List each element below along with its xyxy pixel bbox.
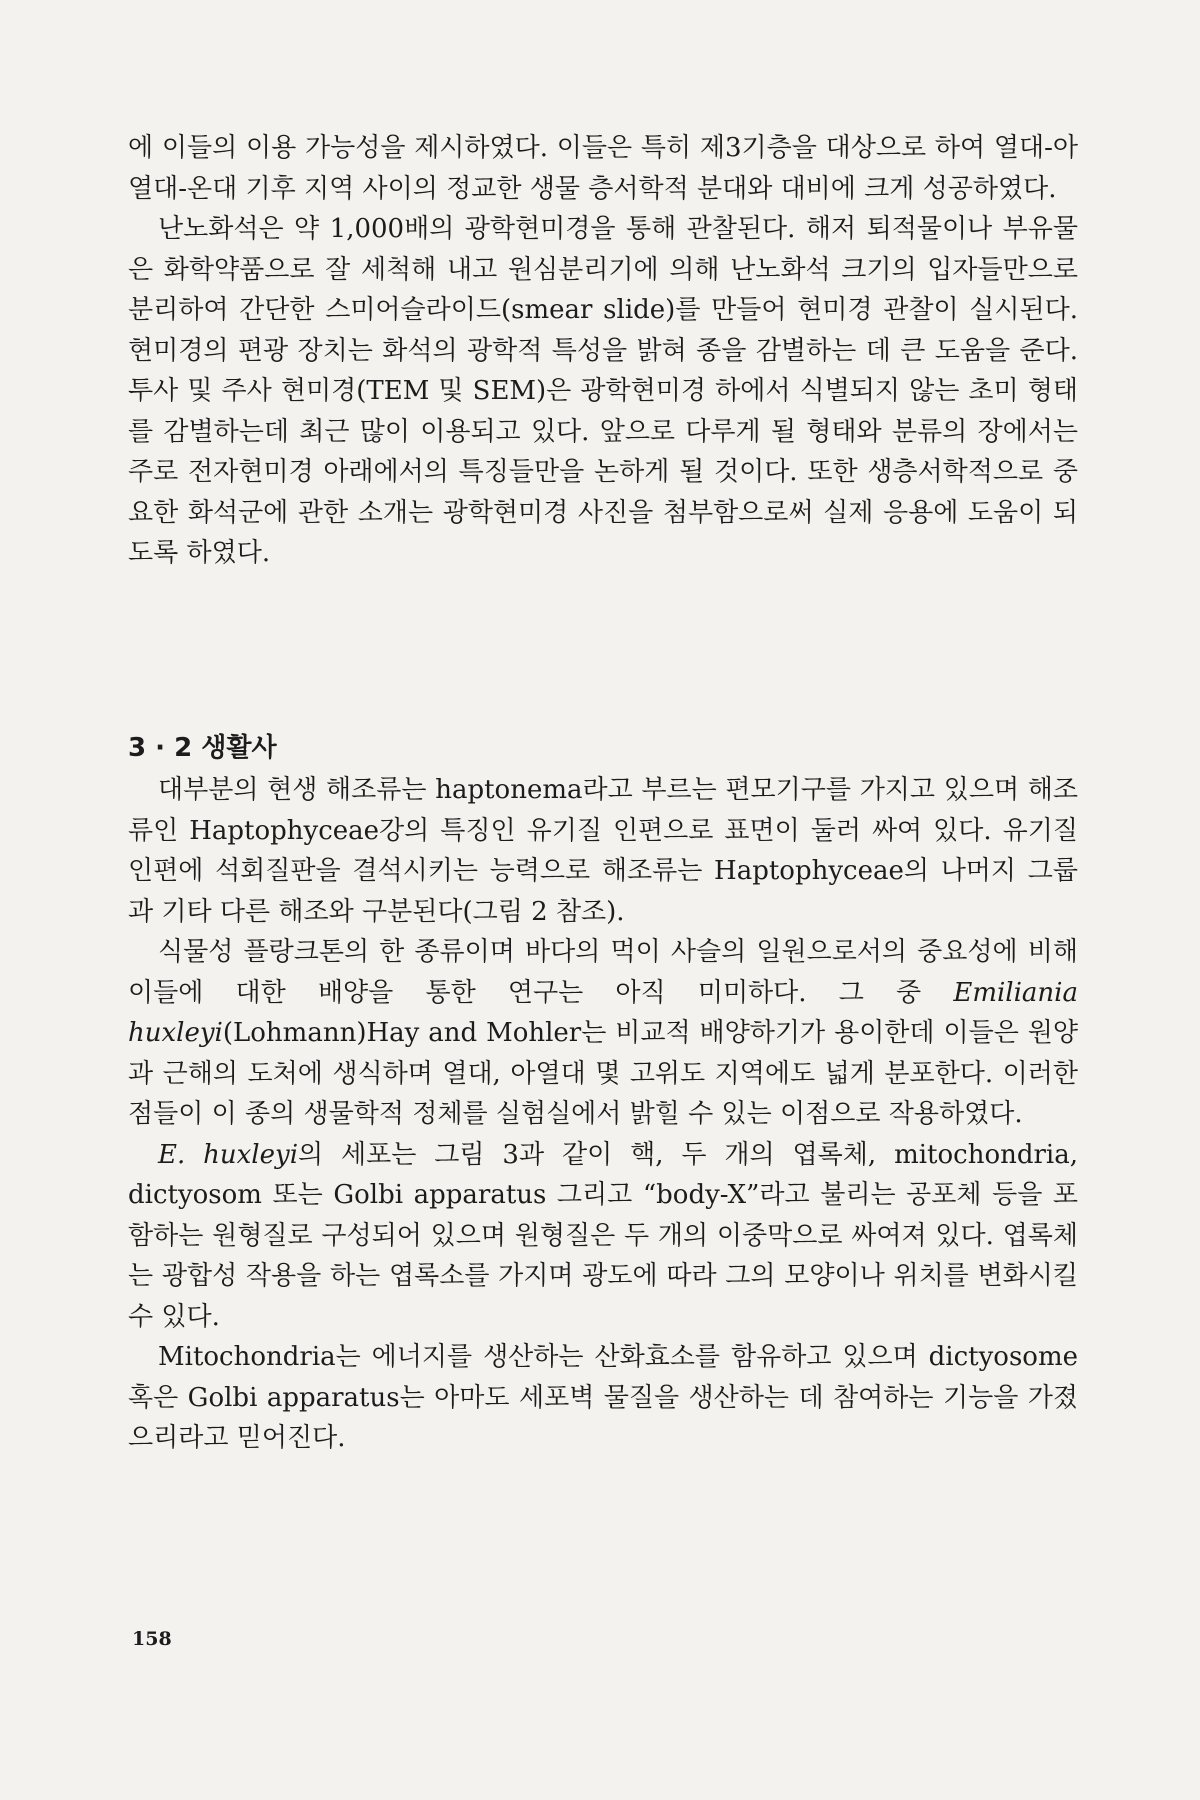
section-heading: 3 · 2 생활사 bbox=[128, 733, 277, 763]
text-run: (Lohmann)Hay and Mohler는 비교적 배양하기가 용이한데 이들은 원양과 근해의 도처에 생식하며 열대, 아열대 몇 고위도 지역에도 넓게 분포한다. 이러한 점들이 이 종의 생물학적 정체를 실험실에서 밝힐 수 있는 이점으로 작용하였다. bbox=[128, 1018, 1078, 1129]
paragraph-continuation: 에 이들의 이용 가능성을 제시하였다. 이들은 특히 제3기층을 대상으로 하여 열대-아열대-온대 기후 지역 사이의 정교한 생물 층서학적 분대와 대비에 크게 성공하였다. bbox=[128, 133, 1078, 204]
section-life-cycle bbox=[128, 728, 1078, 1459]
species-name-italic: Emiliania huxleyi bbox=[128, 977, 1078, 1048]
page-number: 158 bbox=[132, 1628, 172, 1650]
paragraph-microscope-observation: 난노화석은 약 1,000배의 광학현미경을 통해 관찰된다. 해저 퇴적물이나 부유물은 화학약품으로 잘 세척해 내고 원심분리기에 의해 난노화석 크기의 입자들만으로 분리하여 간단한 스미어슬라이드(smear slide)를 만들어 현미경 관찰이 실시된다. 현미경의 편광 장치는 화석의 광학적 특성을 밝혀 종을 감별하는 데 큰 도움을 준다. 투사 및 주사 현미경(TEM 및 SEM)은 광학현미경 하에서 식별되지 않는 초미 형태를 감별하는데 최근 많이 이용되고 있다. 앞으로 다루게 될 형태와 분류의 장에서는 주로 전자현미경 아래에서의 특징들만을 논하게 될 것이다. 또한 생층서학적으로 중요한 화석군에 관한 소개는 광학현미경 사진을 첨부함으로써 실제 응용에 도움이 되도록 하였다. bbox=[128, 214, 1078, 568]
species-name-italic: E. huxleyi bbox=[158, 1139, 299, 1170]
text-run: 식물성 플랑크톤의 한 종류이며 바다의 먹이 사슬의 일원으로서의 중요성에 비해 이들에 대한 배양을 통한 연구는 아직 미미하다. 그 중 bbox=[128, 937, 1078, 1008]
text-run: 의 세포는 그림 3과 같이 핵, 두 개의 엽록체, mitochondria, dictyosom 또는 Golbi apparatus 그리고 “body-X”라고 불리는 공포체 등을 포함하는 원형질로 구성되어 있으며 원형질은 두 개의 이중막으로 싸여져 있다. 엽록체는 광합성 작용을 하는 엽록소를 가지며 광도에 따라 그의 모양이나 위치를 변화시킬 수 있다. bbox=[128, 1139, 1078, 1332]
paragraph-cell-structure bbox=[128, 1135, 1078, 1338]
section-nannofossil-observation bbox=[128, 128, 1078, 574]
paragraph-emiliania-huxleyi bbox=[128, 932, 1078, 1135]
paragraph-mitochondria: Mitochondria는 에너지를 생산하는 산화효소를 함유하고 있으며 dictyosome 혹은 Golbi apparatus는 아마도 세포벽 물질을 생산하는 데 참여하는 기능을 가졌으리라고 믿어진다. bbox=[128, 1342, 1078, 1453]
paragraph-haptonema: 대부분의 현생 해조류는 haptonema라고 부르는 편모기구를 가지고 있으며 해조류인 Haptophyceae강의 특징인 유기질 인편으로 표면이 둘러 싸여 있다. 유기질 인편에 석회질판을 결석시키는 능력으로 해조류는 Haptophyceae의 나머지 그룹과 기타 다른 해조와 구분된다(그림 2 참조). bbox=[128, 775, 1078, 927]
